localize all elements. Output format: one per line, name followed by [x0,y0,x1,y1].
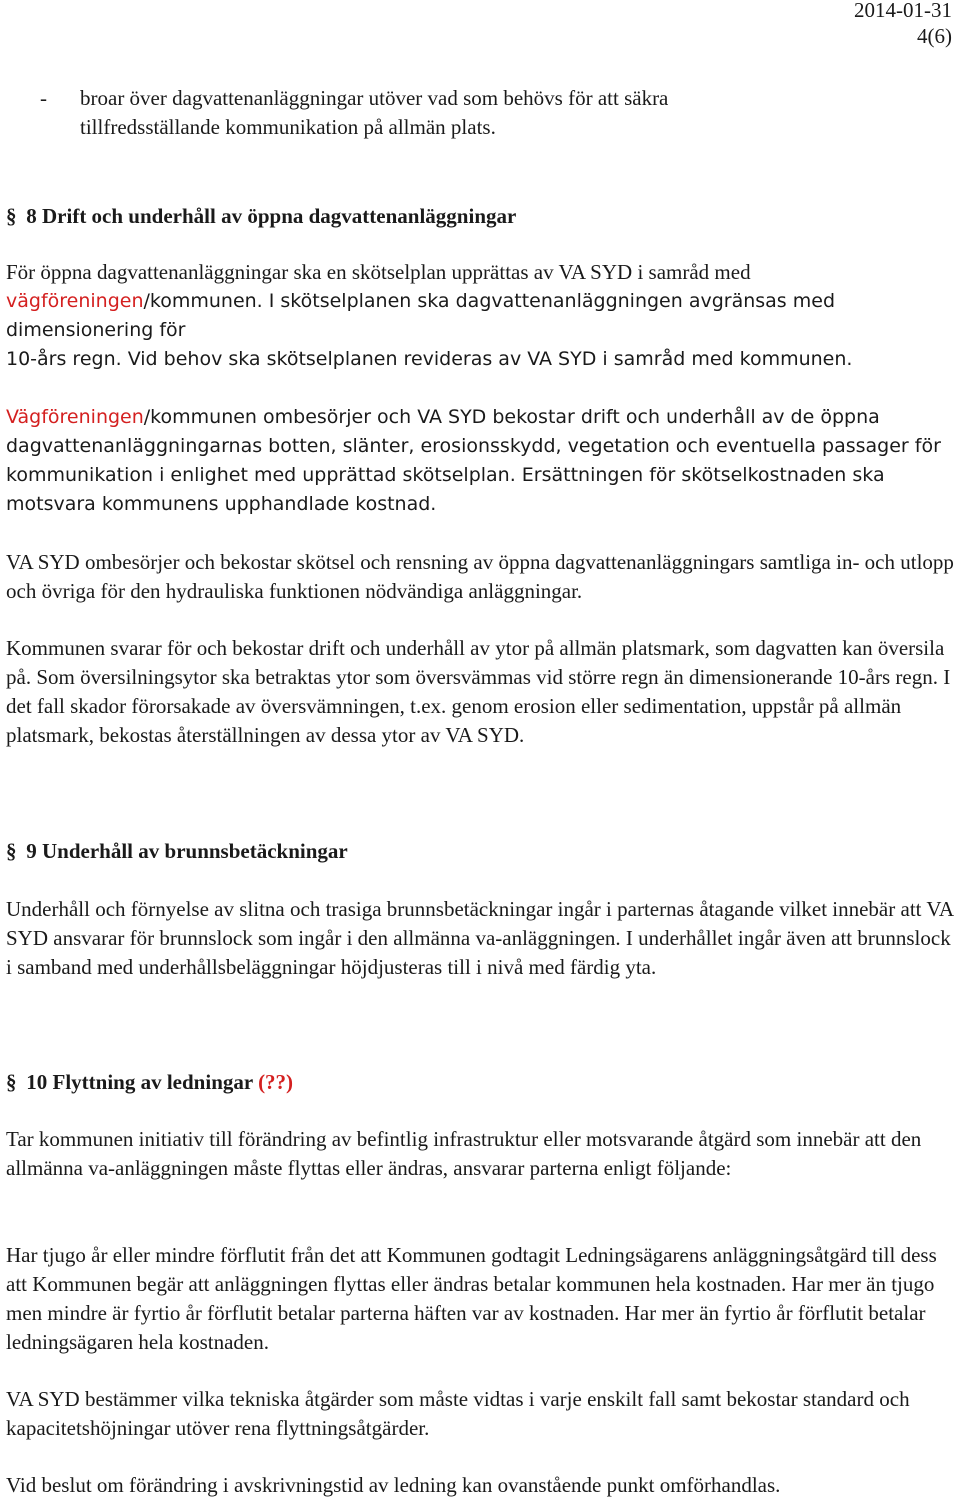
s8-p1-red-text: vägföreningen [6,290,144,312]
section-8-title: 8 Drift och underhåll av öppna dagvattenanläggningar [26,204,517,228]
header-page-number: 4(6) [917,24,952,48]
s8-p2-text: /kommunen ombesörjer och VA SYD bekostar drift och underhåll av de öppna dagvattenanläggningarnas botten, slänter, erosionsskydd, vegetation och eventuella passager för kommunikation i enlighet med upprättad skötselplan. Ersättningen för skötselkostnaden ska motsvara kommunens upphandlade kostnad. [6,406,941,515]
section-9-title: 9 Underhåll av brunnsbetäckningar [26,839,348,863]
section-8-paragraph-3: VA SYD ombesörjer och bekostar skötsel och rensning av öppna dagvattenanläggningars samtliga in- och utlopp och övriga för den hydrauliska funktionen nödvändiga anläggningar. [6,550,954,603]
s8-p1-line-c: 10-års regn. Vid behov ska skötselplanen revideras av VA SYD i samråd med kommunen. [6,348,853,370]
section-sign: § [6,1070,17,1094]
section-sign: § [6,839,17,863]
bullet-text: broar över dagvattenanläggningar utöver vad som behövs för att säkra tillfredsställande kommunikation på allmän plats. [80,86,669,139]
section-9-heading [6,837,348,866]
section-10-paragraph-2: Har tjugo år eller mindre förflutit från det att Kommunen godtagit Ledningsägarens anläggningsåtgärd till dess att Kommunen begär att anläggningen flyttas eller ändras betalar kommunen hela kostnaden. Har mer än tjugo men mindre är fyrtio år förflutit betalar parterna häften var av kostnaden. Har mer än fyrtio år förflutit betalar ledningsägaren hela kostnaden. [6,1243,937,1354]
section-sign: § [6,204,17,228]
s8-p1-line-a: För öppna dagvattenanläggningar ska en skötselplan upprättas av VA SYD i samråd med [6,260,751,284]
section-10-paragraph-3: VA SYD bestämmer vilka tekniska åtgärder som måste vidtas i varje enskilt fall samt bekostar standard och kapacitetshöjningar utöver rena flyttningsåtgärder. [6,1387,910,1440]
section-10-title: 10 Flyttning av ledningar [26,1070,253,1094]
section-10-paragraph-1: Tar kommunen initiativ till förändring av befintlig infrastruktur eller motsvarande åtgärd som innebär att den allmänna va-anläggningen måste flyttas eller ändras, ansvarar parterna enligt följande: [6,1127,922,1180]
bullet-dash: - [40,86,47,110]
section-8-paragraph-2 [6,403,958,519]
section-8-paragraph-1 [6,258,958,374]
s8-p2-red-text: Vägföreningen [6,406,144,428]
section-10-title-note: (??) [258,1070,294,1094]
header-date: 2014-01-31 [854,0,952,22]
section-10-paragraph-4: Vid beslut om förändring i avskrivningstid av ledning kan ovanstående punkt omförhandlas. [6,1473,781,1497]
section-8-paragraph-4: Kommunen svarar för och bekostar drift och underhåll av ytor på allmän platsmark, som dagvatten kan översila på. Som översilningsytor ska betraktas ytor som översvämmas vid större regn än dimensionerande 10-års regn. I det fall skador förorsakade av översvämningen, t.ex. genom erosion eller sedimentation, uppstår på allmän platsmark, bekostas återställningen av dessa ytor av VA SYD. [6,636,951,747]
section-10-heading [6,1068,293,1097]
section-8-heading [6,202,516,231]
s8-p1-line-b: /kommunen. I skötselplanen ska dagvattenanläggningen avgränsas med dimensionering för [6,290,836,341]
section-9-paragraph-1: Underhåll och förnyelse av slitna och trasiga brunnsbetäckningar ingår i parternas åtagande vilket innebär att VA SYD ansvarar för brunnslock som ingår i den allmänna va-anläggningen. I underhållet ingår även att brunnslock i samband med underhållsbeläggningar höjdjusteras till i nivå med färdig yta. [6,897,953,979]
